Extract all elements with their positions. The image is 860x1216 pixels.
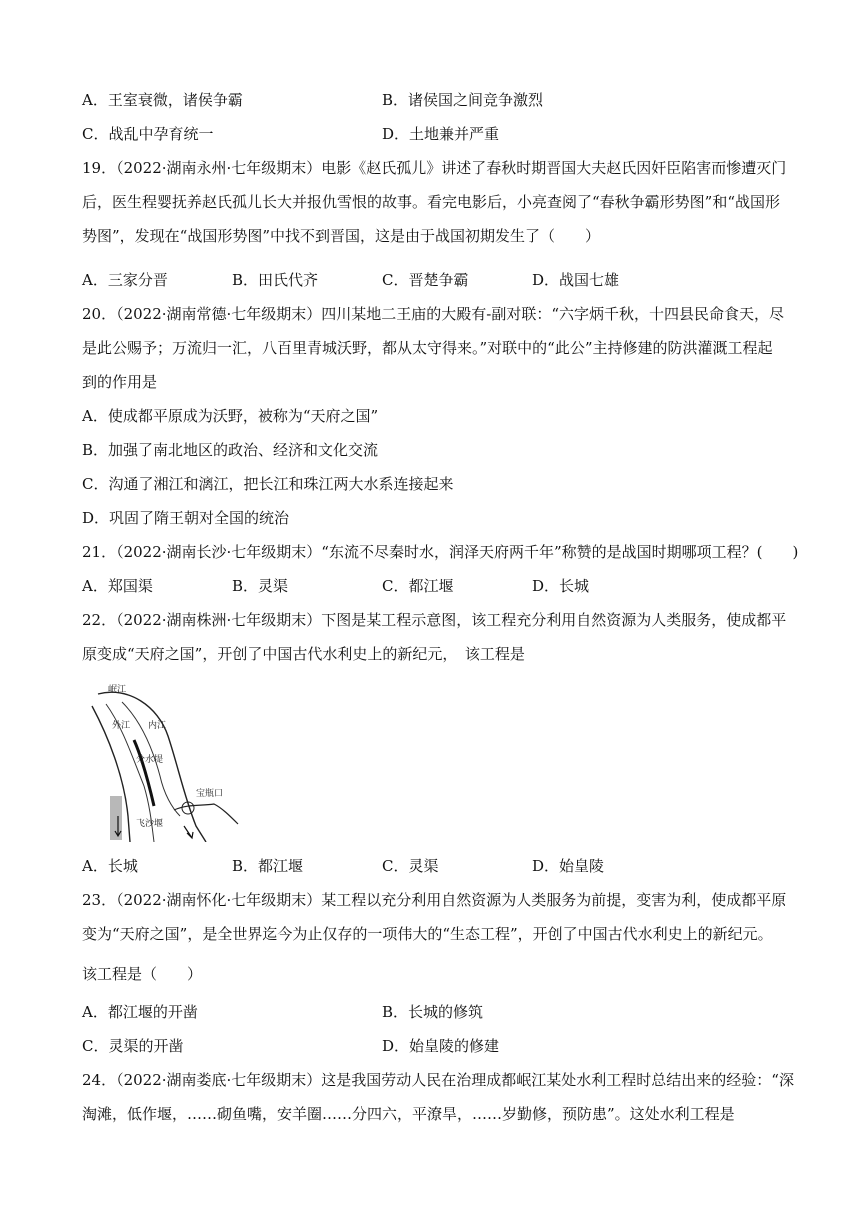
q22-option-a[interactable]: A．长城 (82, 857, 138, 875)
q20-stem-line-2: 是此公赐予；万流归一汇，八百里青城沃野，都从太守得来。”对联中的“此公”主持修建的防洪灌溉工程起 (82, 339, 773, 357)
q23-stem-line-3: 该工程是（ ） (82, 965, 203, 983)
q19-stem-line-3: 势图”，发现在“战国形势图”中找不到晋国，这是由于战国初期发生了（ ） (82, 227, 601, 245)
q18-option-d[interactable]: D．土地兼并严重 (382, 125, 500, 143)
q22-option-d[interactable]: D．始皇陵 (532, 857, 605, 875)
q19-stem-line-2: 后，医生程婴抚养赵氏孤儿长大并报仇雪恨的故事。看完电影后，小亮查阅了“春秋争霸形势图”和“战国形 (82, 193, 781, 211)
dujiangyan-diagram (88, 676, 248, 842)
q20-option-b[interactable]: B．加强了南北地区的政治、经济和文化交流 (82, 441, 379, 459)
q23-option-b[interactable]: B．长城的修筑 (382, 1003, 484, 1021)
label-spillway: 飞沙堰 (136, 819, 164, 829)
q21-option-a[interactable]: A．郑国渠 (82, 577, 153, 595)
bottle-neck-channel (174, 804, 238, 824)
q23-option-a[interactable]: A．都江堰的开凿 (82, 1003, 198, 1021)
q19-option-b[interactable]: B．田氏代齐 (232, 271, 319, 289)
q18-option-b[interactable]: B．诸侯国之间竞争激烈 (382, 91, 544, 109)
label-inner-river: 内江 (148, 721, 167, 731)
q18-option-a[interactable]: A．王室衰微，诸侯争霸 (82, 91, 243, 109)
q22-stem-line-2: 原变成“天府之国”，开创了中国古代水利史上的新纪元， 该工程是 (82, 645, 525, 663)
q21-stem-line-1: 21．（2022·湖南长沙·七年级期末）“东流不尽秦时水，润泽天府两千年”称赞的是战国时期哪项工程？( ) (82, 543, 799, 561)
q22-stem-line-1: 22．（2022·湖南株洲·七年级期末）下图是某工程示意图，该工程充分利用自然资源为人类服务，使成都平 (82, 611, 787, 629)
q24-stem-line-1: 24．（2022·湖南娄底·七年级期末）这是我国劳动人民在治理成都岷江某处水利工程时总结出来的经验：“深 (82, 1071, 794, 1089)
label-outer-river: 外江 (112, 721, 131, 731)
q19-option-c[interactable]: C．晋楚争霸 (382, 271, 469, 289)
q20-stem-line-3: 到的作用是 (82, 373, 158, 391)
q19-stem-line-1: 19．（2022·湖南永州·七年级期末）电影《赵氏孤儿》讲述了春秋时期晋国大夫赵氏因奸臣陷害而惨遭灭门 (82, 159, 787, 177)
q20-option-d[interactable]: D．巩固了隋王朝对全国的统治 (82, 509, 290, 527)
q19-option-d[interactable]: D．战国七雄 (532, 271, 620, 289)
fish-mouth-levee (134, 740, 154, 806)
q22-option-b[interactable]: B．都江堰 (232, 857, 304, 875)
label-bottle-neck: 宝瓶口 (196, 789, 224, 799)
q23-stem-line-1: 23．（2022·湖南怀化·七年级期末）某工程以充分利用自然资源为人类服务为前提，变害为利，使成都平原 (82, 891, 787, 909)
label-divide: 分水堤 (136, 755, 164, 765)
q23-stem-line-2: 变为“天府之国”，是全世界迄今为止仅存的一项伟大的“生态工程”，开创了中国古代水利史上的新纪元。 (82, 925, 773, 943)
q18-option-c[interactable]: C．战乱中孕育统一 (82, 125, 214, 143)
q22-option-c[interactable]: C．灵渠 (382, 857, 439, 875)
q20-option-a[interactable]: A．使成都平原成为沃野，被称为“天府之国” (82, 407, 379, 425)
q21-option-d[interactable]: D．长城 (532, 577, 590, 595)
label-minjiang: 岷江 (108, 685, 127, 695)
flow-arrow-icon (184, 826, 193, 838)
q21-option-c[interactable]: C．都江堰 (382, 577, 454, 595)
q23-option-c[interactable]: C．灵渠的开凿 (82, 1037, 184, 1055)
q21-option-b[interactable]: B．灵渠 (232, 577, 289, 595)
q23-option-d[interactable]: D．始皇陵的修建 (382, 1037, 500, 1055)
q19-option-a[interactable]: A．三家分晋 (82, 271, 168, 289)
q24-stem-line-2: 淘滩，低作堰，……砌鱼嘴，安羊圈……分四六，平潦旱，……岁勤修，预防患”。这处水利工程是 (82, 1105, 735, 1123)
q20-stem-line-1: 20．（2022·湖南常德·七年级期末）四川某地二王庙的大殿有-副对联：“六字炳千秋，十四县民命食天，尽 (82, 305, 785, 323)
q20-option-c[interactable]: C．沟通了湘江和漓江，把长江和珠江两大水系连接起来 (82, 475, 454, 493)
